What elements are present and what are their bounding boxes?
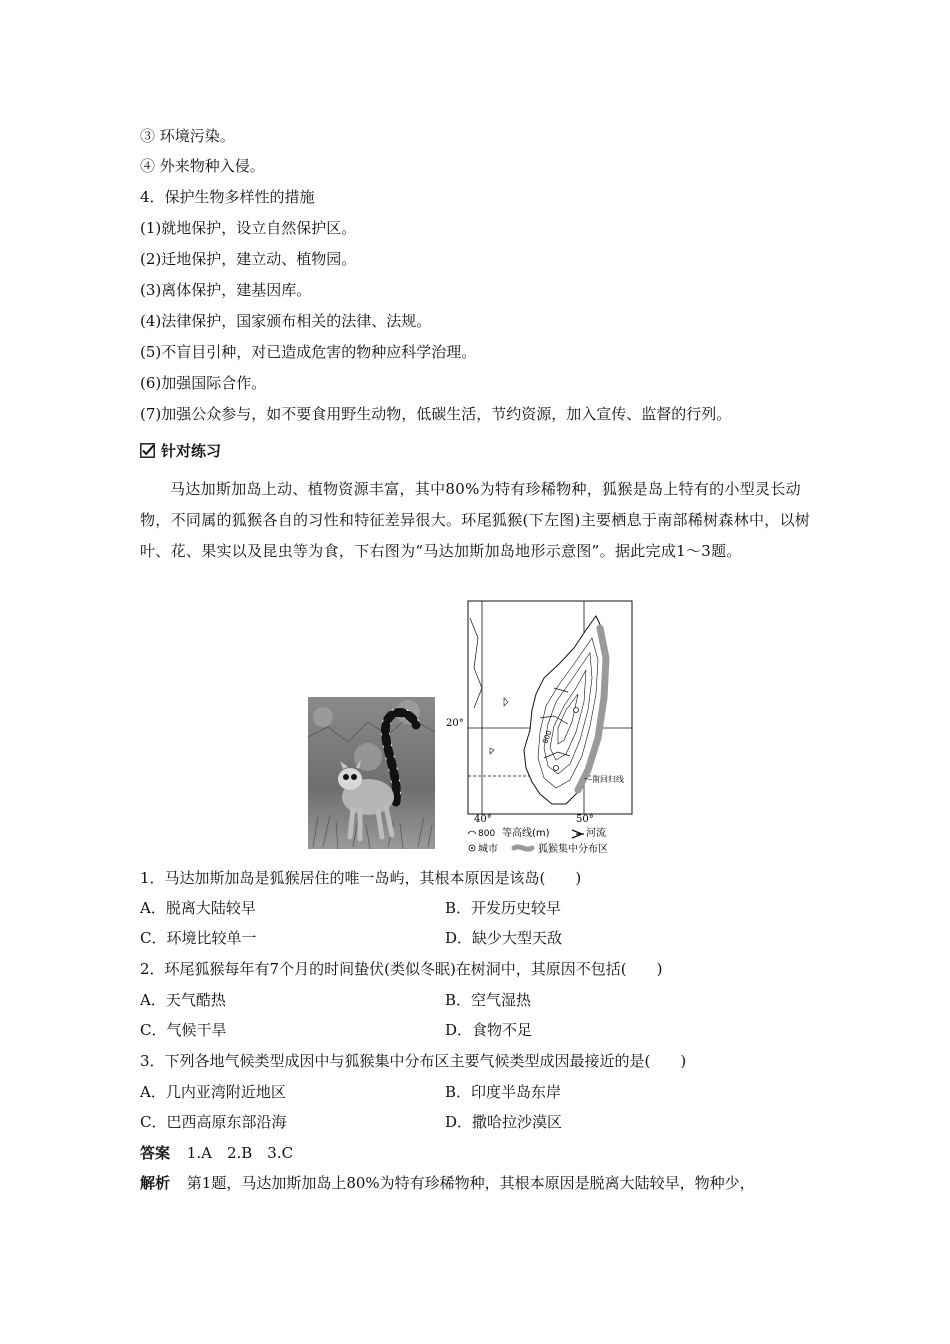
legend-lemur-icon (514, 847, 532, 849)
question-option: B．空气湿热 (445, 991, 532, 1009)
question-option: C．气候干旱 (140, 1021, 227, 1039)
question-option: A．脱离大陆较早 (140, 899, 256, 917)
answer-text: 1.A 2.B 3.C (186, 1144, 294, 1162)
question-stem: 3．下列各地气候类型成因中与狐猴集中分布区主要气候类型成因最接近的是( ) (140, 1052, 687, 1070)
section-heading-text: 针对练习 (161, 442, 222, 460)
madagascar-terrain-map (444, 598, 649, 856)
list-item: ④ 外来物种入侵。 (140, 157, 265, 175)
lon-left-label: 40° (474, 814, 492, 825)
list-item: (6)加强国际合作。 (140, 374, 267, 392)
list-item: ③ 环境污染。 (140, 127, 235, 145)
question-option: B．印度半岛东岸 (445, 1083, 562, 1101)
answer-label: 答案 (140, 1144, 171, 1162)
question-option: A．天气酷热 (140, 991, 226, 1009)
question-option: D．缺少大型天敌 (445, 929, 563, 947)
list-item: (2)迁地保护，建立动、植物园。 (140, 250, 357, 268)
contour-label: 800 (541, 729, 554, 745)
legend-contour-icon (468, 831, 476, 834)
question-option: D．撒哈拉沙漠区 (445, 1113, 563, 1131)
list-item: (5)不盲目引种，对已造成危害的物种应科学治理。 (140, 343, 477, 361)
analysis-line (140, 1173, 755, 1193)
legend-contour-text: 等高线(m) (502, 828, 550, 839)
question-option: C．环境比较单一 (140, 929, 257, 947)
lat-label: 20° (446, 718, 464, 729)
legend-river-icon (572, 830, 584, 838)
section-heading (140, 440, 221, 461)
intro-paragraph: 马达加斯加岛上动、植物资源丰富，其中80%为特有珍稀物种，狐猴是岛上特有的小型灵长动物，不同属的狐猴各自的习性和特征差异很大。环尾狐猴(下左图)主要栖息于南部稀树森林中，以树叶、花、果实以及昆虫等为食，下右图为“马达加斯加岛地形示意图”。据此完成1～3题。 (140, 480, 811, 560)
question-option: A．几内亚湾附近地区 (140, 1083, 286, 1101)
islets (490, 698, 508, 754)
africa-coast (470, 618, 482, 708)
tropic-label: 南回归线 (592, 775, 624, 784)
legend-lemur-text: 狐猴集中分布区 (538, 844, 608, 855)
question-stem: 1．马达加斯加岛是狐猴居住的唯一岛屿，其根本原因是该岛( ) (140, 869, 582, 887)
question-stem: 2．环尾狐猴每年有7个月的时间蛰伏(类似冬眠)在树洞中，其原因不包括( ) (140, 960, 663, 978)
question-option: C．巴西高原东部沿海 (140, 1113, 287, 1131)
analysis-label: 解析 (140, 1174, 171, 1192)
analysis-text: 第1题，马达加斯加岛上80%为特有珍稀物种，其根本原因是脱离大陆较早，物种少， (186, 1174, 755, 1192)
legend-contour-value: 800 (478, 829, 496, 839)
lon-right-label: 50° (576, 814, 594, 825)
question-option: D．食物不足 (445, 1021, 533, 1039)
list-item: (1)就地保护，设立自然保护区。 (140, 219, 357, 237)
ring-tailed-lemur-photo (308, 697, 435, 849)
question-option: B．开发历史较早 (445, 899, 562, 917)
list-item: (7)加强公众参与，如不要食用野生动物，低碳生活，节约资源，加入宣传、监督的行列。 (140, 405, 732, 423)
answer-line (140, 1143, 293, 1163)
list-item: 4．保护生物多样性的措施 (140, 188, 315, 206)
checkbox-icon (140, 443, 155, 458)
legend-river-text: 河流 (586, 828, 606, 839)
list-item: (4)法律保护，国家颁布相关的法律、法规。 (140, 312, 432, 330)
list-item: (3)离体保护，建基因库。 (140, 281, 312, 299)
legend-city-text: 城市 (478, 844, 498, 855)
